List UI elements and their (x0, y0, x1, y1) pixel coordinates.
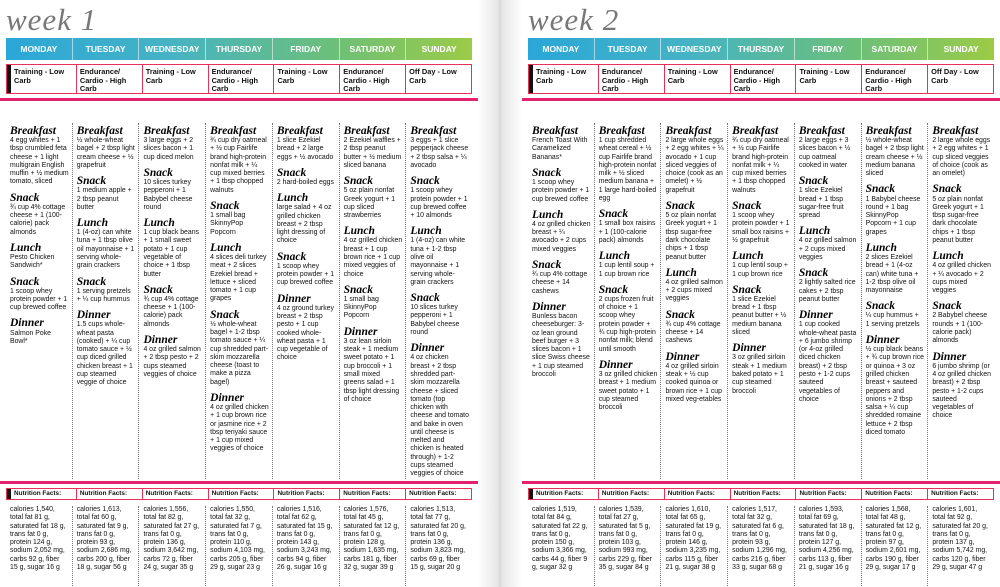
meal-description: 1 scoop whey protein powder + 1 cup brewed coffee (532, 178, 590, 203)
training-label: Endurance/ Cardio - High Carb (209, 65, 275, 93)
day-meal-column (661, 123, 728, 479)
meal-description: ½ whole-wheat bagel + 2 tbsp light cream cheese + ½ medium banana sliced (865, 137, 924, 178)
meal-description: 2 large whole eggs + 2 egg whites + 1 cup sliced veggies of choice (cook as an omelet) (932, 137, 991, 178)
day-meal-column (6, 123, 73, 479)
meal-description: 2 cups frozen fruit of choice + 1 scoop whey protein powder + ¾ cup high-protein nonfat milk; blend until smooth (598, 295, 656, 353)
meal-description: 4 oz grilled salmon + 2 tbsp pesto + 2 cups steamed veggies of choice (143, 346, 201, 378)
meal-description: 3 oz grilled sirloin steak + 1 medium baked potato + 1 cup steamed broccoli (732, 354, 787, 395)
meal-heading: Breakfast (210, 125, 257, 137)
meal-heading: Breakfast (532, 125, 578, 137)
meal-heading: Dinner (10, 317, 44, 330)
meal-heading: Snack (343, 175, 373, 188)
training-label: Training - Low Carb (665, 65, 731, 93)
training-label: Training - Low Carb (7, 65, 77, 93)
day-header-bar (528, 38, 994, 60)
week-title: week 1 (6, 2, 98, 37)
meal-heading: Snack (532, 166, 562, 179)
day-meal-column (862, 123, 929, 479)
meal-description: ¼ cup hummus + 1 serving pretzels (865, 312, 920, 328)
meal-heading: Dinner (598, 358, 633, 371)
meal-description: 4 oz grilled chicken + ¼ avocado + 2 cups mixed veggies (932, 262, 991, 295)
day-header: WEDNESDAY (139, 38, 206, 60)
meal-description: 1 slice Ezekiel bread + 2 large eggs + ½ avocado (276, 137, 334, 161)
nutrition-label: Nutrition Facts: (665, 489, 731, 499)
meal-heading: Dinner (665, 350, 700, 363)
nutrition-label: Nutrition Facts: (796, 489, 862, 499)
nutrition-label: Nutrition Facts: (529, 489, 599, 499)
meal-description: 4 oz chicken breast + 2 tbsp shredded part-skim mozzarella cheese + sliced tomato (top chicken with cheese and tomato and bake in oven until cheese is melted and chicken is heated through) + 1-2 cups steamed veggies of choice (410, 354, 469, 478)
nutrition-values-row (528, 506, 994, 586)
meal-description: 1 scoop whey protein powder + 1 cup brewed coffee + 10 almonds (410, 187, 468, 220)
meal-description: ¾ cup 4% cottage cheese + 1 (100-calorie) pack almonds (143, 295, 199, 328)
meal-heading: Dinner (210, 392, 245, 404)
meal-heading: Snack (410, 292, 440, 305)
meal-description: 3 large eggs + 2 slices bacon + 1 cup diced melon (143, 137, 194, 161)
meal-heading: Snack (932, 183, 962, 196)
day-meal-column (340, 123, 407, 479)
day-header: THURSDAY (206, 38, 273, 60)
training-label: Training - Low Carb (274, 65, 340, 93)
meal-description: 6 jumbo shrimp (or 4 oz grilled chicken breast) + 2 tbsp pesto + 1-2 cups sauteed vegetables of choice (932, 362, 991, 420)
meal-heading: Snack (343, 283, 373, 296)
meal-description: 4 oz grilled salmon + 2 cups mixed veggies (798, 237, 857, 261)
meal-heading: Snack (532, 259, 562, 271)
nutrition-label-row (528, 488, 994, 500)
meal-heading: Lunch (732, 250, 764, 263)
meal-description: ¾ cup 4% cottage cheese + 1 (100-calorie) pack almonds (10, 203, 66, 236)
meal-description: 1 cup lentil soup + 1 cup brown rice (598, 262, 655, 278)
meal-heading: Breakfast (276, 125, 323, 137)
meal-heading: Snack (598, 283, 629, 296)
meal-description: ¾ cup dry oatmeal + ½ cup Fairlife brand high-protein nonfat milk + ¼ cup mixed berries + 1 tbsp chopped walnuts (732, 137, 789, 194)
meal-heading: Snack (798, 267, 829, 280)
meal-heading: Snack (732, 200, 762, 213)
nutrition-label: Nutrition Facts: (931, 490, 979, 497)
day-meal-column (206, 123, 273, 479)
page-gutter (478, 0, 522, 587)
meal-description: 1 small box raisins + 1 (100-calorie pack) almonds (598, 220, 656, 244)
meal-heading: Snack (143, 166, 173, 179)
day-header: SATURDAY (862, 38, 929, 60)
meal-heading: Dinner (532, 300, 566, 313)
meal-heading: Snack (932, 300, 962, 313)
meal-heading: Snack (732, 283, 762, 296)
meal-description: 1 serving pretzels + ¼ cup hummus (76, 287, 131, 303)
meal-description: 3 oz grilled chicken breast + 1 medium sweet potato + 1 cup steamed broccoli (598, 370, 658, 412)
nutrition-values: calories 1,613, total fat 60 g, saturated fat 9 g, trans fat 0 g, protein 93 g, sodium 2,686 mg, carbs 200 g, fiber 18 g, sugar 56 g (73, 506, 140, 586)
week-1-page (0, 0, 478, 587)
training-label: Off Day - Low Carb (931, 67, 979, 85)
meal-description: ¾ cup 4% cottage cheese + 14 cashews (665, 320, 721, 345)
nutrition-label: Nutrition Facts: (409, 490, 457, 497)
nutrition-values-row (6, 506, 472, 586)
day-header: TUESDAY (73, 38, 140, 60)
meal-description: 2 large whole eggs + 2 egg whites + ¼ avocado + 1 cup sliced veggies of choice (cook as an omelet) + ½ grapefruit (665, 137, 724, 194)
day-meal-column (528, 123, 595, 479)
meal-heading: Breakfast (343, 125, 390, 137)
meal-heading: Snack (10, 275, 40, 288)
day-header: FRIDAY (273, 38, 340, 60)
meal-heading: Lunch (210, 241, 242, 254)
meal-description: 2 hard-boiled eggs (276, 178, 334, 186)
day-header: FRIDAY (795, 38, 862, 60)
meal-heading: Lunch (798, 225, 831, 238)
nutrition-values: calories 1,517, total fat 32 g, saturated fat 6 g, trans fat 0 g, protein 93 g, sodium 1,296 mg, carbs 216 g, fiber 33 g, sugar 68 g (728, 506, 795, 586)
divider-line (522, 481, 1000, 484)
nutrition-values: calories 1,516, total fat 62 g, saturated fat 15 g, trans fat 0 g, protein 143 g, sodium 3,243 mg, carbs 94 g, fiber 26 g, sugar 16 g (273, 506, 340, 586)
meal-heading: Breakfast (598, 125, 645, 137)
meal-heading: Lunch (665, 266, 697, 279)
meal-description: 1 Babybel cheese round + 1 bag SkinnyPop Popcorn + 1 cup grapes (865, 195, 921, 236)
nutrition-label: Nutrition Facts: (274, 489, 340, 499)
nutrition-label: Nutrition Facts: (209, 489, 275, 499)
meal-heading: Lunch (532, 208, 564, 221)
meal-description: 1 cup cooked whole-wheat pasta + 6 jumbo shrimp (or 4-oz grilled diced chicken breast) + 2 tbsp pesto + 1-2 cups sauteed vegetables of choice (798, 321, 857, 403)
meal-description: 4 oz grilled chicken breast + 1 cup brown rice + 1 cup mixed veggies of choice (343, 237, 403, 278)
meal-heading: Snack (76, 175, 107, 188)
meal-description: ¾ cup 4% cottage cheese + 14 cashews (532, 271, 588, 295)
meal-heading: Snack (865, 300, 895, 313)
meal-description: 1 cup lentil soup + 1 cup brown rice (732, 262, 788, 278)
nutrition-values: calories 1,601, total fat 92 g, saturated fat 20 g, trans fat 0 g, protein 137 g, sodium 5,742 mg, carbs 120 g, fiber 29 g, sugar 47 g (932, 506, 988, 571)
day-header: WEDNESDAY (661, 38, 728, 60)
meal-heading: Dinner (143, 334, 178, 347)
day-header: THURSDAY (728, 38, 795, 60)
day-meal-column (795, 123, 862, 479)
meal-description: 1 small bag SkinnyPop Popcorn (343, 295, 379, 320)
nutrition-values: calories 1,556, total fat 82 g, saturated fat 27 g, trans fat 0 g, protein 136 g, sodium 3,642 mg, carbs 72 g, fiber 24 g, sugar 35 g (139, 506, 206, 586)
nutrition-values: calories 1,519, total fat 84 g, saturated fat 22 g, trans fat 0 g, protein 150 g, sodium 3,366 mg, carbs 44 g, fiber 9 g, sugar 32 g (528, 506, 595, 586)
day-meal-column (406, 123, 472, 479)
meal-description: Pesto Chicken Sandwich* (10, 254, 55, 270)
meal-description: 1 scoop whey protein powder + 1 cup brewed coffee (10, 287, 68, 312)
meal-heading: Breakfast (76, 125, 123, 137)
meal-description: 1 slice Ezekiel bread + 1 tbsp sugar-free fruit spread (798, 187, 844, 220)
meal-heading: Snack (410, 175, 440, 188)
meal-description: 2 lightly salted rice cakes + 2 tbsp peanut butter (798, 279, 856, 303)
meal-heading: Breakfast (732, 125, 779, 137)
day-header: MONDAY (528, 38, 595, 60)
meal-description: large salad + 4 oz grilled chicken breast + 2 tbsp light dressing of choice (276, 204, 332, 245)
meal-description: ½ whole-wheat bagel + 1-2 tbsp tomato sauce + ¼ cup shredded part-skim mozzarella cheese (toast to make a pizza bagel) (210, 320, 268, 386)
nutrition-label: Nutrition Facts: (340, 489, 406, 499)
training-label: Training - Low Carb (143, 65, 209, 93)
meal-description: 4 oz grilled salmon + 2 cups mixed veggies (665, 278, 723, 303)
day-header: MONDAY (6, 38, 73, 60)
meal-description: Salmon Poke Bowl* (10, 329, 51, 345)
meal-description: 5 oz plain nonfat Greek yogurt + 1 tbsp sugar-free dark chocolate chips + 1 tbsp peanut butter (665, 212, 717, 261)
training-label: Endurance/ Cardio - High Carb (862, 65, 928, 93)
meal-heading: Breakfast (10, 125, 56, 137)
meal-heading: Dinner (865, 334, 900, 347)
nutrition-values: calories 1,593, total fat 69 g, saturated fat 18 g, trans fat 0 g, protein 127 g, sodium 4,256 mg, carbs 113 g, fiber 21 g, sugar 16 g (795, 506, 862, 586)
meal-description: 1.5 cups whole-wheat pasta (cooked) + ¼ cup tomato sauce + ½ cup diced grilled chicken breast + 1 cup steamed veggie of choice (76, 321, 133, 387)
divider-line (0, 98, 478, 101)
training-label: Training - Low Carb (529, 65, 599, 93)
day-meal-column (928, 123, 994, 479)
meal-description: 3 oz lean sirloin steak + 1 medium sweet potato + 1 cup broccoli + 1 small mixed greens salad + 1 tbsp light dressing of choice (343, 337, 400, 403)
meal-heading: Lunch (932, 250, 964, 263)
meal-description: 4 oz grilled sirloin steak + ½ cup cooked quinoa or brown rice + 1 cup mixed veg-etables (665, 362, 722, 403)
training-label: Endurance/ Cardio - High Carb (77, 65, 143, 93)
meal-heading: Snack (210, 200, 240, 213)
meal-description: 1 cup shredded wheat cereal + ½ cup Fairlife brand high-protein nonfat milk + ½ sliced medium banana + 1 large hard-boiled egg (598, 137, 657, 203)
meal-description: 4 slices deli turkey meat + 2 slices Ezekiel bread + lettuce + sliced tomato + 1 cup grapes (210, 254, 267, 303)
meal-heading: Lunch (343, 225, 375, 238)
meal-heading: Snack (76, 275, 107, 288)
meal-description: 10 slices turkey pepperoni + 1 Babybel cheese round (410, 304, 460, 337)
divider-line (0, 481, 478, 484)
meal-description: 2 Babybel cheese rounds + 1 (100-calorie pack) almonds (932, 312, 988, 345)
meal-description: ¾ cup dry oatmeal + ½ cup Fairlife brand high-protein nonfat milk + ¼ cup mixed berries + 1 tbsp chopped walnuts (210, 137, 267, 194)
nutrition-values: calories 1,513, total fat 77 g, saturated fat 20 g, trans fat 0 g, protein 136 g, sodium 3,823 mg, carbs 69 g, fiber 15 g, sugar 20 g (410, 506, 466, 571)
training-label: Off Day - Low Carb (409, 67, 457, 85)
meal-heading: Dinner (76, 309, 111, 322)
meal-description: 1 scoop whey protein powder + 1 cup brewed coffee (276, 262, 335, 287)
meal-description: Bunless bacon cheeseburger: 3-oz lean ground beef burger + 3 slices bacon + 1 slice Swiss cheese + 1 cup steamed broccoli (532, 312, 590, 378)
meal-heading: Snack (276, 166, 307, 179)
nutrition-label: Nutrition Facts: (7, 489, 77, 499)
nutrition-label: Nutrition Facts: (143, 489, 209, 499)
meal-heading: Breakfast (865, 125, 912, 137)
meal-heading: Snack (10, 191, 40, 204)
day-header: SUNDAY (943, 44, 979, 54)
nutrition-values: calories 1,568, total fat 48 g, saturated fat 12 g, trans fat 0 g, protein 97 g, sodium 2,601 mg, carbs 190 g, fiber 29 g, sugar 17 g (862, 506, 929, 586)
day-meal-column (139, 123, 206, 479)
day-header-bar (6, 38, 472, 60)
training-label: Endurance/ Cardio - High Carb (340, 65, 406, 93)
nutrition-label-row (6, 488, 472, 500)
meal-description: 4 oz grilled chicken breast + ¼ avocado + 2 cups mixed veggies (532, 220, 591, 253)
divider-line (522, 98, 1000, 101)
nutrition-values: calories 1,610, total fat 65 g, saturated fat 19 g, trans fat 0 g, protein 146 g, sodium 3,235 mg, carbs 115 g, fiber 21 g, sugar 38 g (661, 506, 728, 586)
nutrition-label: Nutrition Facts: (862, 489, 928, 499)
meal-heading: Lunch (10, 241, 42, 254)
meal-heading: Breakfast (798, 125, 845, 137)
meal-description: 1 (4-oz) can white tuna + 1 tbsp olive oil mayonnaise + 1 serving whole-grain crackers (76, 229, 135, 270)
meal-description: 3 eggs + 1 slice pepperjack cheese + 2 tbsp salsa + ¼ avocado (410, 137, 469, 169)
meal-description: 5 oz plain nonfat Greek yogurt + 1 tbsp sugar-free dark chocolate chips + 1 tbsp peanut butter (932, 195, 984, 244)
meal-heading: Lunch (143, 217, 175, 230)
meal-heading: Snack (210, 308, 240, 321)
training-label: Training - Low Carb (796, 65, 862, 93)
meal-heading: Lunch (276, 192, 309, 205)
day-meal-column (595, 123, 662, 479)
nutrition-values: calories 1,539, total fat 27 g, saturated fat 5 g, trans fat 0 g, protein 103 g, sodium 993 mg, carbs 229 g, fiber 35 g, sugar 84 g (595, 506, 662, 586)
meal-heading: Breakfast (932, 125, 979, 137)
meal-grid (6, 123, 472, 479)
training-row (6, 64, 472, 94)
meal-heading: Snack (143, 283, 173, 296)
meal-heading: Dinner (732, 342, 767, 355)
nutrition-values: calories 1,550, total fat 32 g, saturated fat 7 g, trans fat 0 g, protein 110 g, sodium 4,103 mg, carbs 205 g, fiber 29 g, sugar 23 g (206, 506, 273, 586)
training-row (528, 64, 994, 94)
meal-description: 2 large eggs + 3 slices bacon + ½ cup oatmeal cooked in water (798, 137, 851, 169)
week-2-page (522, 0, 1000, 587)
meal-description: ½ whole-wheat bagel + 2 tbsp light cream cheese + ½ grapefruit (76, 137, 135, 169)
day-meal-column (728, 123, 795, 479)
meal-heading: Breakfast (143, 125, 190, 137)
nutrition-values: calories 1,576, total fat 45 g, saturated fat 12 g, trans fat 0 g, protein 128 g, sodium 1,635 mg, carbs 181 g, fiber 32 g, sugar 39 g (340, 506, 407, 586)
meal-heading: Snack (665, 200, 695, 213)
meal-description: 4 egg whites + 1 tbsp crumbled feta cheese + 1 light multigrain English muffin + ½ medium tomato, sliced (10, 137, 69, 186)
meal-heading: Dinner (932, 350, 967, 363)
meal-description: 2 slices Ezekiel bread + 1 (4-oz can) white tuna + 1-2 tbsp olive oil mayonnaise (865, 254, 919, 295)
meal-description: 2 Ezekiel waffles + 2 tbsp peanut butter + ½ medium sliced banana (343, 137, 402, 169)
nutrition-label: Nutrition Facts: (77, 489, 143, 499)
day-header: SATURDAY (340, 38, 407, 60)
meal-description: 4 oz ground turkey breast + 2 tbsp pesto + 1 cup cooked whole-wheat pasta + 1 cup vegetable of choice (276, 304, 334, 362)
meal-heading: Breakfast (665, 125, 712, 137)
training-label: Endurance/ Cardio - High Carb (731, 65, 797, 93)
nutrition-label: Nutrition Facts: (731, 489, 797, 499)
meal-heading: Snack (598, 208, 629, 221)
day-header: SUNDAY (421, 44, 457, 54)
meal-description: 4 oz grilled chicken + 1 cup brown rice or jasmine rice + 2 tbsp teriyaki sauce + 1 cup mixed veggies of choice (210, 404, 269, 453)
meal-description: 1 small bag SkinnyPop Popcorn (210, 212, 246, 236)
meal-heading: Lunch (865, 241, 897, 254)
day-header: TUESDAY (595, 38, 662, 60)
meal-heading: Lunch (76, 217, 109, 230)
meal-description: 5 oz plain nonfat Greek yogurt + 1 cup sliced strawberries (343, 187, 396, 220)
meal-heading: Lunch (598, 250, 631, 263)
meal-description: 1 slice Ezekiel bread + 1 tbsp peanut butter + ½ medium banana sliced (732, 295, 787, 337)
nutrition-label: Nutrition Facts: (599, 489, 665, 499)
meal-heading: Dinner (343, 325, 378, 338)
day-meal-column (73, 123, 140, 479)
meal-grid (528, 123, 994, 479)
meal-heading: Snack (865, 183, 895, 196)
meal-description: 1 (4-oz) can white tuna + 1-2 tbsp olive oil mayonnaise + 1 serving whole-grain crackers (410, 237, 466, 286)
meal-heading: Breakfast (410, 125, 457, 137)
training-label: Endurance/ Cardio - High Carb (599, 65, 665, 93)
meal-heading: Lunch (410, 225, 442, 238)
meal-heading: Dinner (798, 309, 833, 322)
meal-description: 10 slices turkey pepperoni + 1 Babybel cheese round (143, 178, 193, 211)
meal-heading: Dinner (276, 292, 311, 305)
day-meal-column (273, 123, 340, 479)
meal-heading: Snack (798, 175, 829, 188)
meal-description: 1 medium apple + 2 tbsp peanut butter (76, 187, 132, 211)
meal-heading: Snack (276, 250, 307, 263)
meal-description: French Toast With Caramelized Bananas* (532, 137, 588, 161)
week-title: week 2 (528, 2, 620, 37)
meal-description: 1 scoop whey protein powder + 1 small box raisins + ½ grapefruit (732, 212, 790, 244)
nutrition-values: calories 1,540, total fat 81 g, saturated fat 18 g, trans fat 0 g, protein 124 g, sodium 2,052 mg, carbs 92 g, fiber 15 g, sugar 16 g (6, 506, 73, 586)
meal-description: ½ cup black beans + ¾ cup brown rice or quinoa + 3 oz grilled chicken breast + sauteed peppers and onions + 2 tbsp salsa + ¼ cup shredded romaine lettuce + 2 tbsp diced tomato (865, 346, 925, 436)
meal-description: 1 cup black beans + 1 small sweet potato + 1 cup vegetable of choice + 1 tbsp butter (143, 229, 199, 278)
meal-heading: Snack (665, 308, 695, 321)
meal-heading: Dinner (410, 342, 445, 355)
